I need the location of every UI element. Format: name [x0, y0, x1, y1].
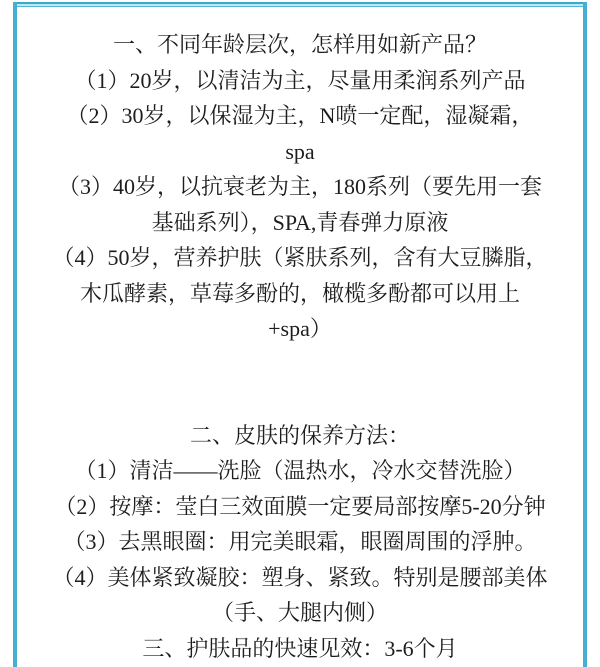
section-2-line-2: （2）按摩：莹白三效面膜一定要局部按摩5-20分钟: [54, 493, 546, 519]
section-1-line-8: +spa）: [268, 316, 332, 341]
section-1-line-4: （3）40岁，以抗衰老为主，180系列（要先用一套: [57, 174, 542, 199]
section-1-line-3: spa: [285, 138, 315, 164]
section-2-line-3: （3）去黑眼圈：用完美眼霜，眼圈周围的浮肿。: [63, 529, 537, 554]
section-gap: [17, 347, 583, 418]
section-1-line-2: （2）30岁，以保湿为主，N喷一定配，湿凝霜，: [66, 103, 534, 128]
section-2-line-5: （手、大腿内侧）: [211, 600, 388, 625]
section-2-line-1: （1）清洁——洗脸（温热水，冷水交替洗脸）: [74, 458, 526, 483]
frame-top-border: [13, 2, 587, 7]
section-1-heading: 一、不同年龄层次，怎样用如新产品？: [112, 32, 487, 57]
section-2-line-4: （4）美体紧致凝胶：塑身、紧致。特别是腰部美体: [52, 564, 548, 590]
section-2-heading: 二、皮肤的保养方法：: [189, 422, 410, 448]
document-content: [17, 27, 583, 666]
section-1-line-6: （4）50岁，营养护肤（紧肤系列，含有大豆膦脂，: [52, 245, 548, 270]
section-1-line-7: 木瓜酵素，草莓多酚的，橄榄多酚都可以用上: [79, 280, 520, 306]
frame-right-border: [583, 2, 587, 667]
section-1-line-5: 基础系列），SPA,青春弹力原液: [151, 209, 449, 235]
section-3-heading: 三、护肤品的快速见效：3-6个月: [142, 635, 458, 661]
section-1-line-1: （1）20岁，以清洁为主，尽量用柔润系列产品: [74, 67, 526, 93]
